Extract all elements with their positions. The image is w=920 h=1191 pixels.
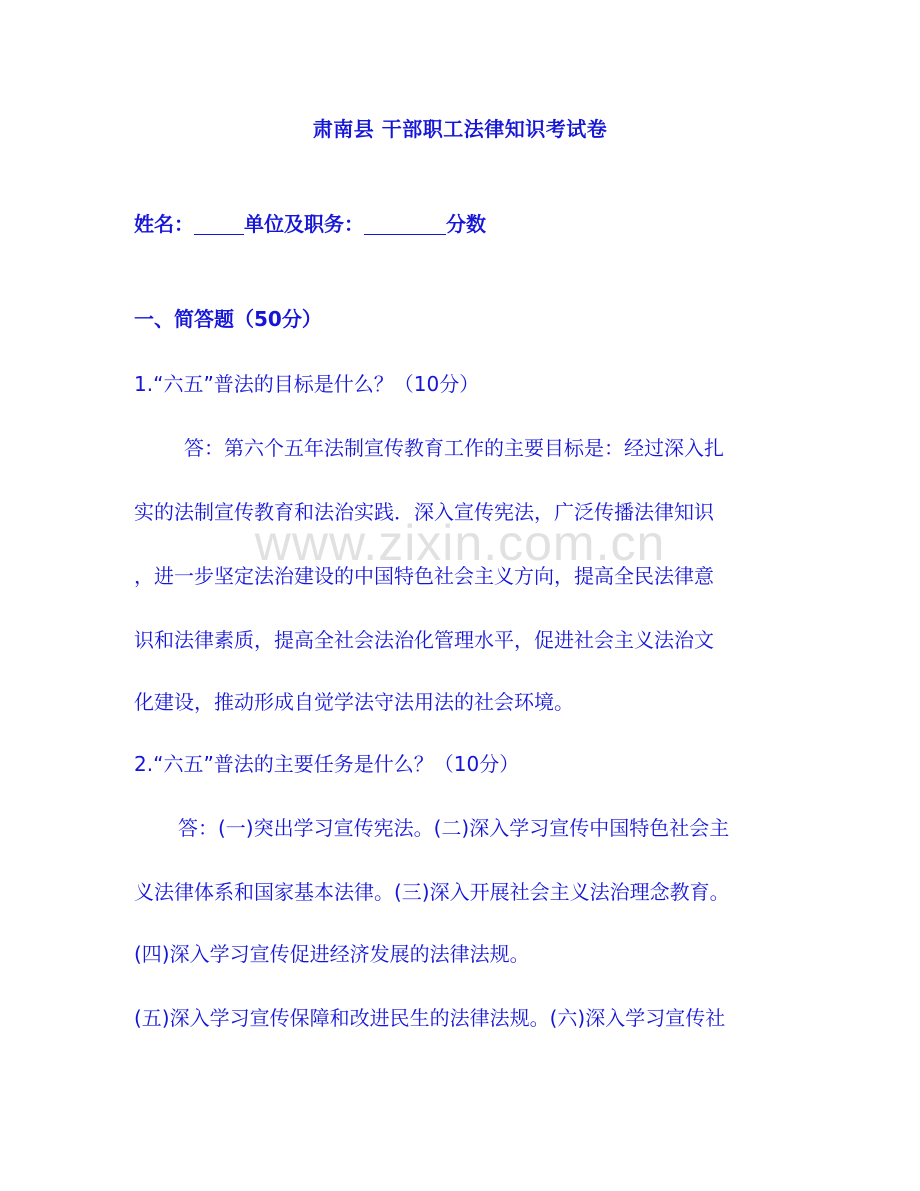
name-blank[interactable] <box>194 212 244 235</box>
section-heading: 一、简答题（50分） <box>134 307 322 331</box>
unit-label: 单位及职务： <box>244 212 364 236</box>
answer-1-line: 识和法律素质，提高全社会法治化管理水平，促进社会主义法治文 <box>134 628 714 652</box>
answer-1-line: 化建设，推动形成自觉学法守法用法的社会环境。 <box>134 690 574 714</box>
answer-1-line: ，进一步坚定法治建设的中国特色社会主义方向，提高全民法律意 <box>134 564 714 588</box>
unit-blank[interactable] <box>364 212 446 235</box>
exam-info-line <box>134 208 486 237</box>
answer-2-line: 义法律体系和国家基本法律。(三)深入开展社会主义法治理念教育。 <box>134 880 730 904</box>
document-title: 肃南县 干部职工法律知识考试卷 <box>312 117 608 141</box>
answer-2-line: (四)深入学习宣传促进经济发展的法律法规。 <box>134 942 530 966</box>
answer-1-line: 实的法制宣传教育和法治实践．深入宣传宪法，广泛传播法律知识 <box>134 500 714 524</box>
answer-2-line: (五)深入学习宣传保障和改进民生的法律法规。(六)深入学习宣传社 <box>134 1006 726 1030</box>
question-2: 2.“六五”普法的主要任务是什么？（10分） <box>134 752 520 776</box>
score-label: 分数 <box>446 212 486 236</box>
name-label: 姓名： <box>134 212 194 236</box>
watermark: www.zixin.com.cn <box>254 515 666 571</box>
answer-2-line: 答：(一)突出学习宣传宪法。(二)深入学习宣传中国特色社会主 <box>178 816 730 840</box>
answer-1-line: 答：第六个五年法制宣传教育工作的主要目标是：经过深入扎 <box>184 436 724 460</box>
question-1: 1.“六五”普法的目标是什么？（10分） <box>134 372 480 396</box>
